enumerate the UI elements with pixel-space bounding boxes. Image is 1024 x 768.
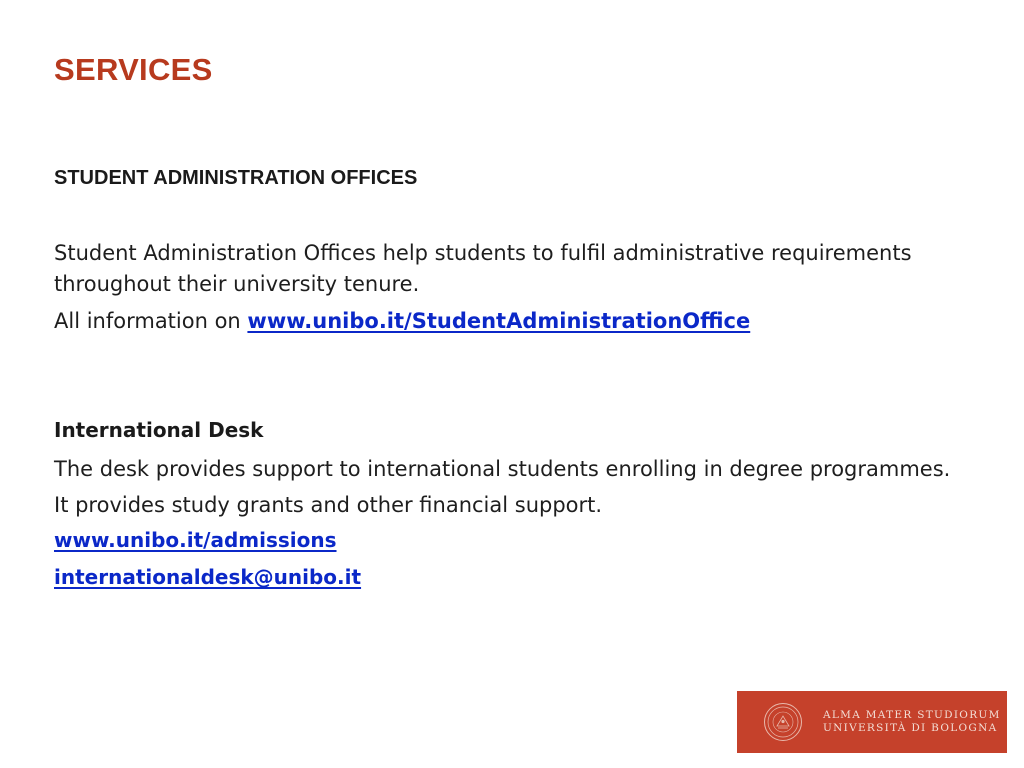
international-desk-email-link[interactable]: internationaldesk@unibo.it: [54, 565, 362, 589]
admissions-link-line: [54, 528, 337, 552]
page-title: SERVICES: [54, 52, 213, 87]
info-prefix: All information on: [54, 309, 248, 333]
university-name-line1: ALMA MATER STUDIORUM: [823, 709, 1001, 721]
info-line: [54, 306, 954, 337]
admissions-link[interactable]: www.unibo.it/admissions: [54, 528, 337, 552]
intro-paragraph: Student Administration Offices help students to fulfil administrative requirements throughout their university tenure.: [54, 241, 912, 296]
international-desk-paragraph: The desk provides support to international students enrolling in degree programmes. It provides study grants and other financial support.: [54, 457, 951, 517]
section-heading: STUDENT ADMINISTRATION OFFICES: [54, 167, 418, 189]
student-admin-office-link[interactable]: www.unibo.it/StudentAdministrationOffice: [247, 309, 751, 333]
university-name-line2: UNIVERSITÀ DI BOLOGNA: [823, 722, 998, 734]
email-link-line: [54, 565, 361, 589]
university-seal-icon: [763, 702, 803, 742]
university-name: [823, 709, 1001, 735]
international-desk-heading: International Desk: [54, 418, 264, 442]
university-logo: [737, 691, 1007, 753]
